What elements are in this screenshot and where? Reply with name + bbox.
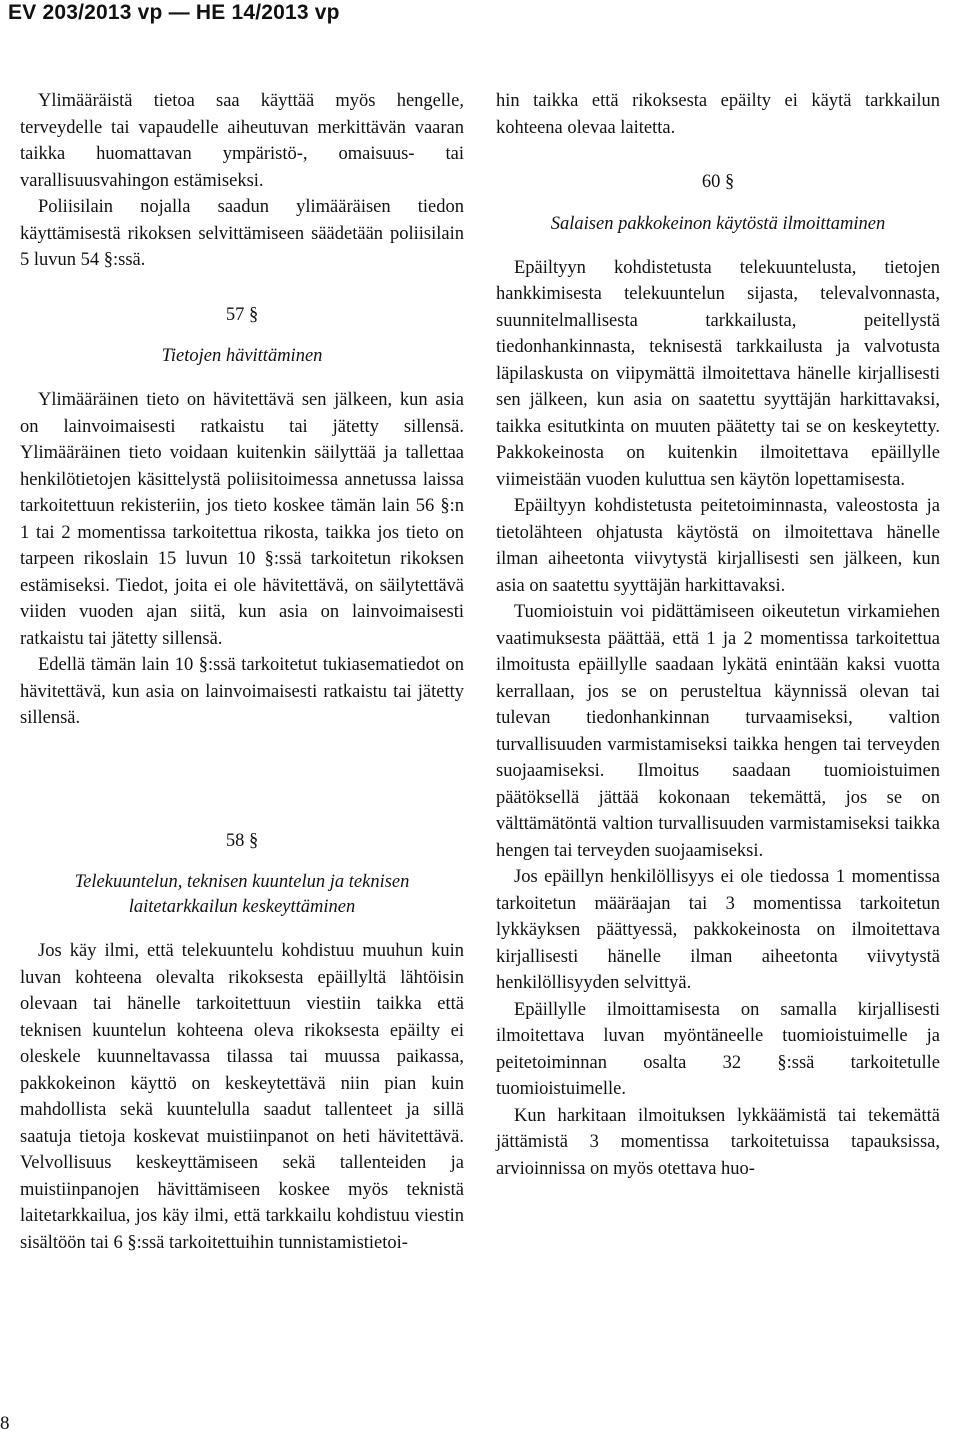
paragraph: Epäiltyyn kohdistetusta peitetoiminnasta, valeostosta ja tietolähteen ohjatusta käytöstä on ilmoitettava hänelle ilman aiheetonta viivytystä kirjallisesti sen jälkeen, kun asia on saatettu syyttäjän harkittavaksi. [496,496,940,596]
paragraph: Epäiltyyn kohdistetusta telekuuntelusta, tietojen hankkimisesta telekuuntelun sijasta, televalvonnasta, suunnitelmallisesta tarkkailusta, peitellystä tiedonhankinnasta, teknisestä tarkkailusta ja valvotusta läpilaskusta on viipymättä ilmoitettava hänelle kirjallisesti sen jälkeen, kun asia on saatettu syyttäjän harkittavaksi, taikka esitutkinta on muuten päätetty tai se on keskeytetty. Pakkokeinosta on kuitenkin ilmoitettava epäillylle viimeistään vuoden kuluttua sen käytön lopettamisesta. [496,257,940,490]
running-head: EV 203/2013 vp — HE 14/2013 vp [8,1,340,24]
section-number-58: 58 § [225,830,259,851]
paragraph: Jos epäillyn henkilöllisyys ei ole tiedossa 1 momentissa tarkoitetun määräajan tai 3 momentissa tarkoitetun lykkäyksen päättyessä, pakkokeinosta on ilmoitettava kirjallisesti hänelle ilman aiheetonta viivytystä henkilöllisyyden selvittyä. [496,867,940,993]
paragraph: Jos käy ilmi, että telekuuntelu kohdistuu muuhun kuin luvan kohteena olevalta rikoksesta epäillyltä lähtöisin olevaan tai hänelle tarkoitettuun viestiin taikka että teknisen kuuntelun kohteena oleva rikoksesta epäilty ei oleskele kuunneltavassa tilassa tai muussa paikassa, pakkokeinon käyttö on keskeytettävä niin pian kuin mahdollista sekä kuuntelulla saadut tallenteet ja sillä saatuja tietoja koskevat muistiinpanot on heti hävitettävä. Velvollisuus keskeyttämiseen sekä tallenteiden ja muistiinpanojen hävittämiseen koskee myös teknistä laitetarkkailua, jos käy ilmi, että tarkkailu kohdistuu viestin sisältöön tai 6 §:ssä tarkoitettuihin tunnistamistietoi- [20,941,464,1253]
paragraph: Epäillylle ilmoittamisesta on samalla kirjallisesti ilmoitettava luvan myöntäneelle tuomioistuimelle ja peitetoiminnan osalta 32 §:ssä tarkoitetulle tuomioistuimelle. [496,999,940,1099]
section-title-57: Tietojen hävittäminen [161,346,323,366]
paragraph: Poliisilain nojalla saadun ylimääräisen tiedon käyttämisestä rikoksen selvittämiseen säädetään poliisilain 5 luvun 54 §:ssä. [20,197,464,270]
left-column [20,88,464,1256]
paragraph: Edellä tämän lain 10 §:ssä tarkoitetut tukiasematiedot on hävitettävä, kun asia on lainvoimaisesti ratkaistu tai jätetty sillensä. [20,655,464,728]
paragraph: hin taikka että rikoksesta epäilty ei käytä tarkkailun kohteena olevaa laitetta. [496,91,940,138]
section-number-60: 60 § [701,172,735,192]
paragraph: Ylimääräinen tieto on hävitettävä sen jälkeen, kun asia on lainvoimaisesti ratkaistu tai jätetty sillensä. Ylimääräinen tieto voidaan kuitenkin säilyttää ja tallettaa henkilötietojen käsittelystä poliisitoimessa annetussa laissa tarkoitettuun rekisteriin, jos tieto koskee tämän lain 56 §:n 1 tai 2 momentissa tarkoitettua rikosta, taikka jos tieto on tarpeen rikoslain 15 luvun 10 §:ssä tarkoitetun rikoksen estämiseksi. Tiedot, joita ei ole hävitettävä, on säilytettävä viiden vuoden ajan siitä, kun asia on lainvoimaisesti ratkaistu tai jätetty sillensä. [20,390,464,649]
section-gap [20,732,464,800]
paragraph: Kun harkitaan ilmoituksen lykkäämistä tai tekemättä jättämistä 3 momentissa tarkoitetuissa tapauksissa, arvioinnissa on myös otettava huo- [496,1105,940,1179]
right-column [496,88,940,1182]
section-number-57: 57 § [225,304,259,325]
paragraph: Ylimääräistä tietoa saa käyttää myös hengelle, terveydelle tai vapaudelle aiheutuvan merkittävän vaaran taikka huomattavan ympäristö-, omaisuus- tai varallisuusvahingon estämiseksi. [20,91,464,191]
page-number: 8 [0,1413,10,1434]
section-title-58: Telekuuntelun, teknisen kuuntelun ja teknisen laitetarkkailun keskeyttäminen [74,872,410,917]
paragraph: Tuomioistuin voi pidättämiseen oikeutetun virkamiehen vaatimuksesta päättää, että 1 ja 2 momentissa tarkoitettua ilmoitusta epäillylle saadaan lykätä enintään kaksi vuotta kerrallaan, jos se on perusteltua käynnissä olevan tai tulevan tiedonhankinnan turvaamiseksi, valtion turvallisuuden varmistamiseksi taikka hengen tai terveyden suojaamiseksi. Ilmoitus saadaan tuomioistuimen päätöksellä jättää kokonaan tekemättä, jos se on välttämätöntä valtion turvallisuuden varmistamiseksi taikka hengen tai terveyden suojaamiseksi. [496,602,940,861]
section-title-60: Salaisen pakkokeinon käytöstä ilmoittaminen [550,213,886,234]
